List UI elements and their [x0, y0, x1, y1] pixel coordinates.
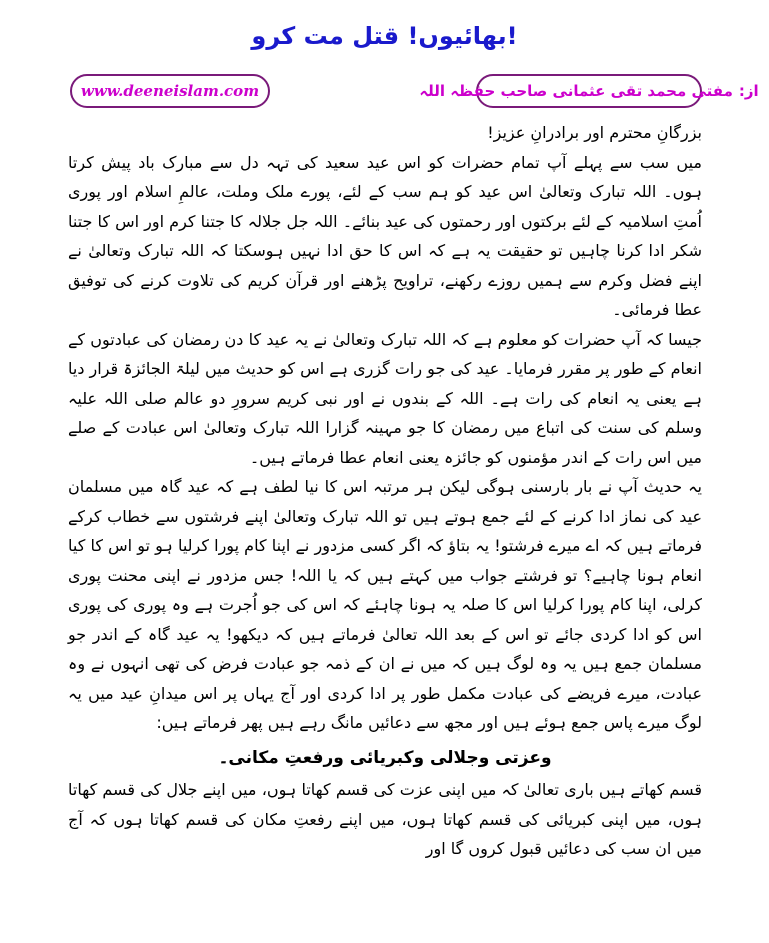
paragraph-2: جیسا کہ آپ حضرات کو معلوم ہے کہ اللہ تبارک وتعالیٰ نے یہ عید کا دن رمضان کی عبادتوں کے انعام کے طور پر مقرر فرمایا۔ عید کی جو رات گزری ہے اس کو حدیث میں لیلۃ الجائزۃ قرار دیا ہے یعنی یہ انعام کی رات ہے۔ اللہ کے بندوں نے اور نبی کریم سرورِ دو عالم صلی اللہ علیہ وسلم کی سنت کی اتباع میں رمضان کا جو مہینہ گزارا اللہ تبارک وتعالیٰ اس عبادت کے صلے میں اس رات کے اندر مؤمنوں کو جائزہ یعنی انعام عطا فرماتے ہیں۔: [68, 329, 702, 467]
salutation: بزرگانِ محترم اور برادرانِ عزیز!: [487, 123, 702, 142]
paragraph-3: یہ حدیث آپ نے بار بارسنی ہوگی لیکن ہر مرتبہ اس کا نیا لطف ہے کہ عید گاہ میں مسلمان عید کی نماز ادا کرنے کے لئے جمع ہوتے ہیں تو اللہ تبارک وتعالیٰ اپنے فرشتوں سے خطاب کرکے فرماتے ہیں کہ اے میرے فرشتو! یہ بتاؤ کہ اگر کسی مزدور نے اپنا کام پورا کرلیا ہو تو اس کا کیا انعام ہونا چاہیے؟ تو فرشتے جواب میں کہتے ہیں کہ یا اللہ! جس مزدور نے اپنی محنت پوری کرلی، اپنا کام پورا کرلیا اس کا صلہ یہ ہونا چاہئے کہ اس کی جو اُجرت ہے وہ پوری کی پوری اس کو ادا کردی جائے تو اس کے بعد اللہ تعالیٰ فرماتے ہیں کہ دیکھو! یہ عید گاہ کے اندر جو مسلمان جمع ہیں یہ وہ لوگ ہیں کہ میں نے ان کے ذمہ جو عبادت فرض کی تھی انہوں نے وہ عبادت، میرے فریضے کی عبادت مکمل طور پر ادا کردی اور آج یہاں پر اس میدانِ عید میں یہ لوگ میرے پاس جمع ہوئے ہیں اور مجھ سے دعائیں مانگ رہے ہیں پھر فرماتے ہیں:: [68, 477, 703, 732]
website-link[interactable]: www.deeneislam.com: [80, 82, 260, 100]
article-body: [68, 118, 702, 864]
author-name: مفتی محمد تقی عثمانی صاحب حفظہ اللہ: [419, 82, 733, 100]
website-badge[interactable]: [70, 74, 270, 108]
author-badge: [419, 74, 759, 108]
closing-paragraph: قسم کھاتے ہیں باری تعالیٰ کہ میں اپنی عزت کی قسم کھاتا ہوں، میں اپنے جلال کی قسم کھاتا ہوں، میں اپنی کبریائی کی قسم کھاتا ہوں، میں اپنے رفعتِ مکان کی قسم کھاتا ہوں کہ آج میں ان سب کی دعائیں قبول کروں گا اور: [68, 780, 702, 858]
paragraph-1: میں سب سے پہلے آپ تمام حضرات کو اس عید سعید کی تہہ دل سے مبارک باد پیش کرتا ہوں۔ اللہ تبارک وتعالیٰ اس عید کو ہم سب کے لئے، پورے ملک وملت، عالمِ اسلام اور پوری اُمتِ اسلامیہ کے لئے برکتوں اور رحمتوں کی عید بنائے۔ اللہ جل جلالہ کا جتنا کرم اور اس کا جتنا شکر ادا کرنا چاہیں تو حقیقت یہ ہے کہ اس کا حق ادا نہیں ہوسکتا کہ اللہ تبارک وتعالیٰ نے اپنے فضل وکرم سے ہمیں روزے رکھنے، تراویح پڑھنے اور قرآن کریم کی تلاوت کرنے کی توفیق عطا فرمائی۔: [68, 152, 702, 319]
author-prefix: از:: [738, 82, 759, 100]
page-title: بھائیوں! قتل مت کرو!: [251, 22, 518, 50]
arabic-subheading: وعزتی وجلالی وکبریائی ورفعتِ مکانی۔: [218, 747, 552, 768]
